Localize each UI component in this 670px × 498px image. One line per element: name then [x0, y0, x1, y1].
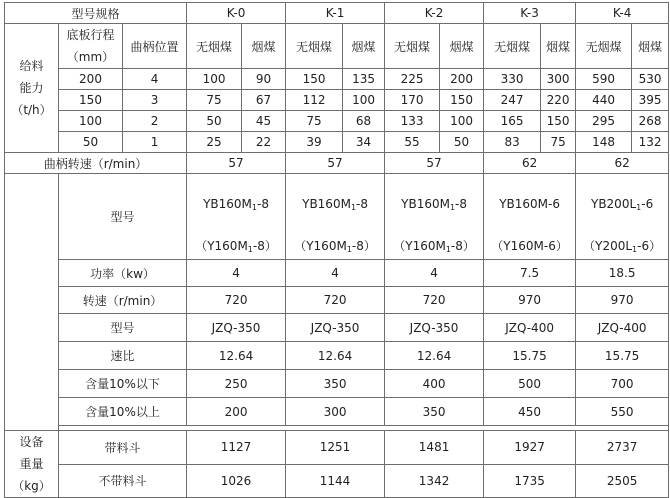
- motor-model-main-text-subscript: 1: [350, 202, 357, 212]
- motor-model-alt: [286, 233, 384, 259]
- model-header-k1: K-1: [286, 3, 385, 24]
- crank-speed-value: 57: [286, 153, 385, 174]
- motor-model-main-text: [203, 197, 269, 211]
- motor-model-value: [576, 174, 669, 260]
- motor-model-alt-text-base: （Y200L: [583, 238, 633, 253]
- capacity-value: 50: [440, 132, 484, 153]
- weight-label: [5, 431, 59, 498]
- capacity-value: 300: [541, 69, 576, 90]
- weight-value: 1481: [385, 431, 484, 465]
- capacity-value: 100: [187, 69, 242, 90]
- ratio-value: 12.64: [286, 342, 385, 370]
- motor-model-stack: [484, 175, 575, 259]
- bituminous-header: 烟煤: [440, 24, 484, 69]
- capacity-label-line: 能力: [19, 81, 44, 95]
- capacity-value: 132: [632, 132, 669, 153]
- header-row: [5, 3, 669, 24]
- motor-speed-value: 970: [484, 287, 576, 314]
- power-value: 7.5: [484, 260, 576, 287]
- capacity-value: 112: [286, 90, 343, 111]
- weight-type-label: 不带料斗: [59, 464, 187, 498]
- capacity-value: 90: [242, 69, 286, 90]
- motor-model-alt-text-subscript: 1: [445, 244, 451, 254]
- motor-model-main: [576, 175, 668, 233]
- capacity-value: 295: [576, 111, 632, 132]
- power-label: 功率（kw）: [59, 260, 187, 287]
- ratio-row: [5, 342, 669, 370]
- motor-model-alt-text: [583, 239, 661, 253]
- crank-speed-value: 57: [385, 153, 484, 174]
- weight-value: 2737: [576, 431, 669, 465]
- motor-speed-value: 970: [576, 287, 669, 314]
- capacity-value: 34: [343, 132, 385, 153]
- motor-model-main-text-subscript: 1: [449, 202, 456, 212]
- capacity-row: [5, 69, 669, 90]
- weight-value: 2505: [576, 464, 669, 498]
- capacity-row: [5, 111, 669, 132]
- capacity-value: 68: [343, 111, 385, 132]
- motor-model-main-text-base: YB160M: [401, 196, 450, 211]
- capacity-value: 39: [286, 132, 343, 153]
- motor-model-alt-text-base: （Y160M: [195, 238, 248, 253]
- content-value: 300: [286, 398, 385, 426]
- motor-model-alt: [576, 233, 668, 259]
- specification-table: [4, 2, 669, 498]
- motor-model-alt-text: [195, 239, 277, 253]
- motor-model-stack: [187, 175, 285, 259]
- power-value: 18.5: [576, 260, 669, 287]
- motor-speed-value: 720: [385, 287, 484, 314]
- motor-model-main-text-base: YB160M: [302, 196, 351, 211]
- stroke-value: 200: [59, 69, 123, 90]
- motor-model-stack: [576, 175, 668, 259]
- capacity-value: 225: [385, 69, 440, 90]
- stroke-header-unit: （mm）: [66, 50, 115, 64]
- capacity-value: 395: [632, 90, 669, 111]
- content-value: 450: [484, 398, 576, 426]
- content-label: 含量10%以上: [59, 398, 187, 426]
- content-value: 250: [187, 370, 286, 398]
- anthracite-header: 无烟煤: [385, 24, 440, 69]
- capacity-value: 150: [541, 111, 576, 132]
- motor-model-main-text-subscript: 1: [636, 202, 642, 212]
- specification-table-body: [5, 3, 669, 498]
- motor-model-alt-text-base: （Y160M: [294, 238, 347, 253]
- motor-model-main-text-base: YB160M-6: [499, 196, 560, 211]
- capacity-value: 247: [484, 90, 541, 111]
- ratio-value: 15.75: [484, 342, 576, 370]
- content-value: 200: [187, 398, 286, 426]
- stroke-header-stack: [59, 24, 122, 68]
- weight-value: 1735: [484, 464, 576, 498]
- motor-model-alt-text-suffix: -8）: [450, 238, 475, 253]
- sub-header-row: [5, 24, 669, 69]
- weight-type-label: 带料斗: [59, 431, 187, 465]
- model-header-k4: K-4: [576, 3, 669, 24]
- model-header-k0: K-0: [187, 3, 286, 24]
- motor-model-main-text-subscript: 1: [251, 202, 258, 212]
- capacity-value: 67: [242, 90, 286, 111]
- motor-model-alt-text: [393, 239, 475, 253]
- motor-model-alt-text-subscript: 1: [346, 244, 352, 254]
- crank-position-value: 2: [123, 111, 187, 132]
- anthracite-header: 无烟煤: [286, 24, 343, 69]
- content-row: [5, 370, 669, 398]
- crank-speed-row: [5, 153, 669, 174]
- crank-speed-value: 57: [187, 153, 286, 174]
- stroke-value: 50: [59, 132, 123, 153]
- capacity-value: 220: [541, 90, 576, 111]
- power-value: 4: [286, 260, 385, 287]
- motor-model-stack: [286, 175, 384, 259]
- capacity-value: 330: [484, 69, 541, 90]
- crank-speed-value: 62: [576, 153, 669, 174]
- motor-speed-value: 720: [286, 287, 385, 314]
- motor-model-main-text-suffix: -6: [641, 196, 654, 211]
- motor-model-alt-text-base: （Y160M: [393, 238, 446, 253]
- motor-model-alt-text-suffix: -6）: [637, 238, 662, 253]
- motor-model-main-text: [302, 197, 368, 211]
- motor-speed-label: 转速（r/min）: [59, 287, 187, 314]
- reducer-model-value: JZQ-350: [286, 314, 385, 342]
- motor-model-main-text-suffix: -8: [356, 196, 368, 211]
- anthracite-header: 无烟煤: [576, 24, 632, 69]
- stroke-header: [59, 24, 123, 69]
- crank-position-header: 曲柄位置: [123, 24, 187, 69]
- motor-model-main: [286, 175, 384, 233]
- weight-row: [5, 464, 669, 498]
- ratio-label: 速比: [59, 342, 187, 370]
- motor-model-value: [286, 174, 385, 260]
- capacity-value: 55: [385, 132, 440, 153]
- capacity-value: 83: [484, 132, 541, 153]
- bituminous-header: 烟煤: [632, 24, 669, 69]
- content-value: 550: [576, 398, 669, 426]
- content-value: 500: [484, 370, 576, 398]
- blank-label-cell: [5, 174, 59, 431]
- motor-model-value: [385, 174, 484, 260]
- capacity-value: 200: [440, 69, 484, 90]
- motor-model-alt-text-subscript: 1: [632, 244, 638, 254]
- motor-model-alt-text-suffix: -8）: [252, 238, 277, 253]
- weight-label-line: （kg）: [12, 479, 51, 493]
- reducer-model-label: 型号: [59, 314, 187, 342]
- model-spec-header: 型号规格: [5, 3, 187, 24]
- capacity-label: [5, 24, 59, 153]
- capacity-label-line: 给料: [19, 59, 44, 73]
- power-value: 4: [187, 260, 286, 287]
- stroke-value: 100: [59, 111, 123, 132]
- motor-model-main-text-suffix: -8: [455, 196, 468, 211]
- reducer-model-row: [5, 314, 669, 342]
- capacity-value: 100: [440, 111, 484, 132]
- capacity-value: 530: [632, 69, 669, 90]
- capacity-value: 150: [440, 90, 484, 111]
- power-value: 4: [385, 260, 484, 287]
- capacity-value: 148: [576, 132, 632, 153]
- stroke-header-label: 底板行程: [66, 28, 115, 42]
- capacity-value: 150: [286, 69, 343, 90]
- capacity-value: 75: [541, 132, 576, 153]
- motor-model-alt-text: [294, 239, 376, 253]
- reducer-model-value: JZQ-350: [187, 314, 286, 342]
- motor-model-alt: [484, 233, 575, 259]
- capacity-value: 268: [632, 111, 669, 132]
- stroke-value: 150: [59, 90, 123, 111]
- power-row: [5, 260, 669, 287]
- capacity-value: 75: [187, 90, 242, 111]
- capacity-value: 75: [286, 111, 343, 132]
- weight-value: 1144: [286, 464, 385, 498]
- motor-model-main: [385, 175, 483, 233]
- ratio-value: 12.64: [385, 342, 484, 370]
- motor-model-main-text-base: YB160M: [203, 196, 252, 211]
- capacity-value: 440: [576, 90, 632, 111]
- reducer-model-value: JZQ-400: [484, 314, 576, 342]
- motor-model-alt-text-base: （Y160M-6）: [491, 238, 568, 253]
- weight-value: 1342: [385, 464, 484, 498]
- content-value: 700: [576, 370, 669, 398]
- motor-model-main-text-suffix: -8: [257, 196, 269, 211]
- weight-value: 1927: [484, 431, 576, 465]
- capacity-row: [5, 132, 669, 153]
- crank-speed-label: 曲柄转速（r/min）: [5, 153, 187, 174]
- motor-model-value: [187, 174, 286, 260]
- capacity-value: 45: [242, 111, 286, 132]
- motor-model-main-text-base: YB200L: [590, 196, 637, 211]
- anthracite-header: 无烟煤: [187, 24, 242, 69]
- motor-model-main: [187, 175, 285, 233]
- weight-label-line: 设备: [19, 435, 44, 449]
- motor-model-value: [484, 174, 576, 260]
- weight-row: [5, 431, 669, 465]
- motor-model-label: 型号: [59, 174, 187, 260]
- capacity-value: 590: [576, 69, 632, 90]
- motor-model-alt-text-suffix: -8）: [351, 238, 376, 253]
- motor-model-stack: [385, 175, 483, 259]
- ratio-value: 15.75: [576, 342, 669, 370]
- motor-speed-value: 720: [187, 287, 286, 314]
- bituminous-header: 烟煤: [541, 24, 576, 69]
- capacity-value: 133: [385, 111, 440, 132]
- crank-position-value: 1: [123, 132, 187, 153]
- capacity-label-line: （t/h）: [11, 103, 52, 117]
- weight-label-line: 重量: [19, 457, 44, 471]
- crank-position-value: 4: [123, 69, 187, 90]
- content-value: 400: [385, 370, 484, 398]
- capacity-row: [5, 90, 669, 111]
- capacity-value: 22: [242, 132, 286, 153]
- content-value: 350: [385, 398, 484, 426]
- motor-model-alt: [187, 233, 285, 259]
- motor-speed-row: [5, 287, 669, 314]
- capacity-value: 25: [187, 132, 242, 153]
- capacity-value: 165: [484, 111, 541, 132]
- model-header-k2: K-2: [385, 3, 484, 24]
- crank-speed-value: 62: [484, 153, 576, 174]
- crank-position-value: 3: [123, 90, 187, 111]
- motor-model-alt: [385, 233, 483, 259]
- content-row: [5, 398, 669, 426]
- motor-model-alt-text: [491, 239, 568, 253]
- reducer-model-value: JZQ-350: [385, 314, 484, 342]
- motor-model-main: [484, 175, 575, 233]
- weight-value: 1127: [187, 431, 286, 465]
- capacity-value: 100: [343, 90, 385, 111]
- motor-model-alt-text-subscript: 1: [247, 244, 253, 254]
- motor-model-main-text: [401, 197, 467, 211]
- content-label: 含量10%以下: [59, 370, 187, 398]
- ratio-value: 12.64: [187, 342, 286, 370]
- content-value: 350: [286, 370, 385, 398]
- reducer-model-value: JZQ-400: [576, 314, 669, 342]
- weight-value: 1026: [187, 464, 286, 498]
- capacity-value: 170: [385, 90, 440, 111]
- capacity-value: 135: [343, 69, 385, 90]
- bituminous-header: 烟煤: [242, 24, 286, 69]
- motor-model-main-text: [499, 197, 560, 211]
- model-header-k3: K-3: [484, 3, 576, 24]
- bituminous-header: 烟煤: [343, 24, 385, 69]
- weight-value: 1251: [286, 431, 385, 465]
- anthracite-header: 无烟煤: [484, 24, 541, 69]
- motor-model-main-text: [591, 197, 653, 211]
- capacity-value: 50: [187, 111, 242, 132]
- motor-model-row: [5, 174, 669, 260]
